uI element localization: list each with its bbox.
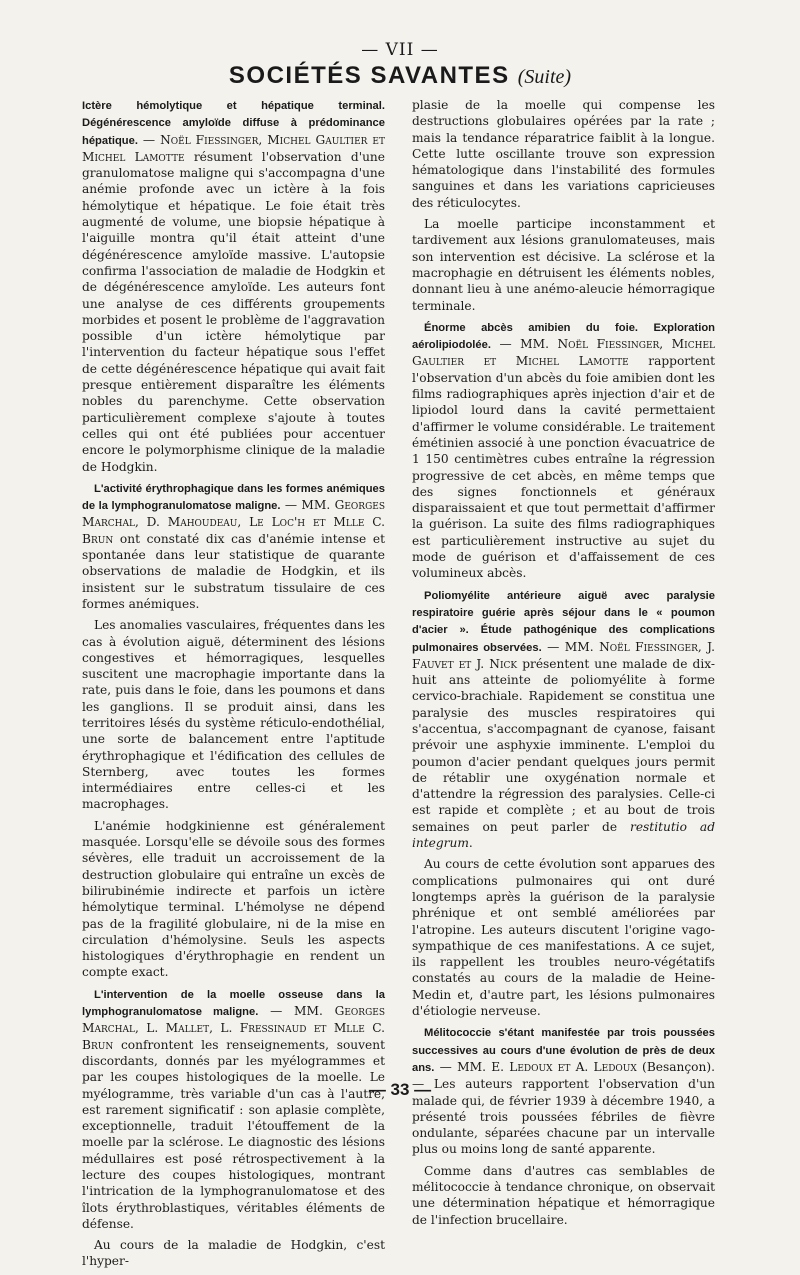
abstract-authors: Noël Fiessinger, Michel Gaultier et Michel Lamotte bbox=[82, 132, 385, 164]
abstract-heading: L'activité érythrophagique dans les formes anémiques de la lymphogranulomatose maligne. bbox=[82, 482, 385, 513]
abstract-body: résument l'observation d'une granulomatose maligne qui s'accompagna d'une anémie profonde avec un ictère à la fois hémolytique et hépatique. Le foie était très augmenté de volume, une biopsie hépatique à l'aiguille montra qu'il était atteint d'une dégénérescence amyloïde massive. L'autopsie confirma l'association de maladie de Hodgkin et de dégénérescence amyloïde. Les auteurs font une analyse de ces différents groupements morbides et posent le problème de l'aggravation possible d'un ictère hémolytique par l'intervention du facteur hépatique sous l'effet de cette dégénérescence hépatique qui avait fait presque entièrement disparaître les éléments nobles du parenchyme. Cette observation particulièrement complexe s'ajoute à toutes celles qui ont été publiées pour accentuer encore le polymorphisme clinique de la maladie de Hodgkin. bbox=[82, 149, 385, 474]
abstract-body: rapportent l'observation d'un abcès du foie amibien dont les films radiographiques après injection d'air et de lipiodol lourd dans la cavité permettaient d'affirmer le volume considérable. Le traitement émétinien associé à une ponction évacuatrice de 1 150 centimètres cubes entraîne la régression progressive de cet abcès, en même temps que des signes fonctionnels et généraux disparaissaient et que tout permettait d'affirmer la guérison. La suite des films radiographiques est particulièrement instructive au sujet du mode de guérison et d'affaissement de ces volumineux abcès. bbox=[412, 354, 715, 581]
abstract-authors: Noël Fiessinger, Michel Gaultier et Michel Lamotte bbox=[412, 337, 715, 369]
abstract-erythrophagie bbox=[82, 480, 385, 612]
abstract-lead: — MM. bbox=[490, 337, 558, 352]
abstract-heading: Ictère hémolytique et hépatique terminal. Dégénérescence amyloïde diffuse à prédominance hépatique. bbox=[82, 100, 385, 147]
paragraph: La moelle participe inconstamment et tardivement aux lésions granulomateuses, mais son intervention est décisive. La sclérose et la macrophagie en détruisent les éléments nobles, donnant lieu à une anémo-aleucie hémorragique terminale. bbox=[412, 217, 715, 313]
abstract-moelle-osseuse bbox=[82, 986, 385, 1232]
abstract-ictere bbox=[82, 97, 385, 475]
abstract-body: confrontent les renseignements, souvent discordants, donnés par les myélogrammes et par les coupes histologiques de la moelle. Le myélogramme, très variable d'un cas à l'autre, est rarement significatif : son aplasie complète, exceptionnelle, traduit l'étouffement de la moelle par la sclérose. Le diagnostic des lésions médullaires est posé rétrospectivement à la lecture des coupes histologiques, montrant l'intrication de la lymphogranulomatose et des îlots érythroblastiques, véritables éléments de défense. bbox=[82, 1037, 385, 1231]
paragraph: Les anomalies vasculaires, fréquentes dans les cas à évolution aiguë, déterminent des lésions congestives et hémorragiques, lesquelles suscitent une macrophagie importante dans la rate, puis dans le foie, dans les poumons et dans les ganglions. Il se produit ainsi, dans les territoires lésés du système réticulo-endothélial, une sorte de balancement entre l'aptitude érythrophagique et l'édification des cellules de Sternberg, avec toutes les formes intermédiaires entre celles-ci et les macrophages. bbox=[82, 618, 385, 812]
abstract-authors: Georges Marchal, D. Mahoudeau, Le Loc'h et Mlle C. Brun bbox=[82, 498, 385, 546]
right-column bbox=[412, 97, 715, 1233]
section-title-suite: (Suite) bbox=[517, 66, 572, 88]
abstract-abces-amibien bbox=[412, 319, 715, 582]
paragraph: Comme dans d'autres cas semblables de mélitococcie à tendance chronique, on observait une détermination hépatique et hémorragique de l'infection brucellaire. bbox=[412, 1163, 715, 1227]
roman-folio: — VII — bbox=[361, 40, 439, 60]
page-number: — 33 — bbox=[368, 1080, 432, 1099]
abstract-authors: Noël Fiessinger, J. Fauvet et J. Nick bbox=[412, 639, 715, 671]
abstract-heading: Poliomyélite antérieure aiguë avec paralysie respiratoire guérie après séjour dans le « poumon d'acier ». Étude pathogénique des complications pulmonaires observées. bbox=[412, 589, 715, 654]
abstract-lead: — MM. bbox=[258, 1004, 335, 1019]
abstract-heading: L'intervention de la moelle osseuse dans la lymphogranulomatose maligne. bbox=[82, 988, 385, 1019]
section-title bbox=[0, 62, 800, 90]
paragraph: Au cours de la maladie de Hodgkin, c'est l'hyper- bbox=[82, 1238, 385, 1269]
abstract-body: présentent une malade de dix-huit ans atteinte de poliomyélite à forme cervico-brachiale. Rapidement se constitua une paralysie des muscles respiratoires qui s'accentua, s'accompagnant de cyanose, faisant prévoir une asphyxie imminente. L'emploi du poumon d'acier pendant quelques jours permit de rétablir une oxygénation normale et d'attendre la régression des paralysies. Celle-ci est rapide et complète ; et au bout de trois semaines on peut parler de bbox=[412, 656, 715, 834]
abstract-tail: . bbox=[468, 836, 473, 851]
latin-phrase: restitutio ad integrum bbox=[412, 819, 715, 851]
abstract-body: (Besançon). — Les auteurs rapportent l'observation d'un malade qui, de février 1939 à décembre 1940, a présenté trois poussées fébriles de fièvre ondulante, séparées chacune par un intervalle plus ou moins long de santé apparente. bbox=[412, 1059, 715, 1157]
paragraph: plasie de la moelle qui compense les destructions globulaires opérées par la rate ; mais la tendance réparatrice faiblit à la longue. Cette lutte oscillante trouve son expression hématologique dans l'instabilité des formules sanguines et dans les variations capricieuses des réticulocytes. bbox=[412, 98, 715, 210]
paragraph: L'anémie hodgkinienne est généralement masquée. Lorsqu'elle se dévoile sous des formes sévères, elle traduit un accroissement de la destruction globulaire qui entraîne un excès de bilirubinémie indirecte et parfois un ictère hémolytique terminal. L'hémolyse ne dépend pas de la fragilité globulaire, ni de la mise en circulation d'hémolysine. Seuls les aspects histologiques d'érythrophagie en rendent un compte exact. bbox=[82, 818, 385, 980]
abstract-lead: — MM. bbox=[541, 639, 600, 654]
abstract-body: ont constaté dix cas d'anémie intense et spontanée dans leur statistique de quarante observations de maladie de Hodgkin, et ils insistent sur le substratum tissulaire de ces formes anémiques. bbox=[82, 531, 385, 611]
abstract-poliomyelite bbox=[412, 587, 715, 852]
abstract-authors: E. Ledoux et A. Ledoux bbox=[491, 1059, 637, 1074]
abstract-authors: Georges Marchal, L. Mallet, L. Fressinaud et Mlle C. Brun bbox=[82, 1004, 385, 1052]
section-title-text: SOCIÉTÉS SAVANTES bbox=[228, 62, 510, 89]
abstract-lead: — MM. bbox=[434, 1059, 492, 1074]
abstract-lead: — bbox=[137, 132, 161, 147]
abstract-lead: — MM. bbox=[280, 498, 335, 513]
abstract-heading: Mélitococcie s'étant manifestée par trois poussées successives au cours d'une évolution de près de deux ans. bbox=[412, 1027, 715, 1074]
abstract-heading: Énorme abcès amibien du foie. Exploration aérolipiodolée. bbox=[412, 321, 715, 352]
paragraph: Au cours de cette évolution sont apparues des complications pulmonaires qui ont duré longtemps après la guérison de la paralysie phrénique et ont semblé améliorées par l'atropine. Les auteurs discutent l'origine vago-sympathique de ces manifestations. A ce sujet, ils rappellent les troubles neuro-végétatifs constatés au cours de la maladie de Heine-Medin et, d'autre part, les lésions pulmonaires d'étiologie nerveuse. bbox=[412, 857, 715, 1019]
